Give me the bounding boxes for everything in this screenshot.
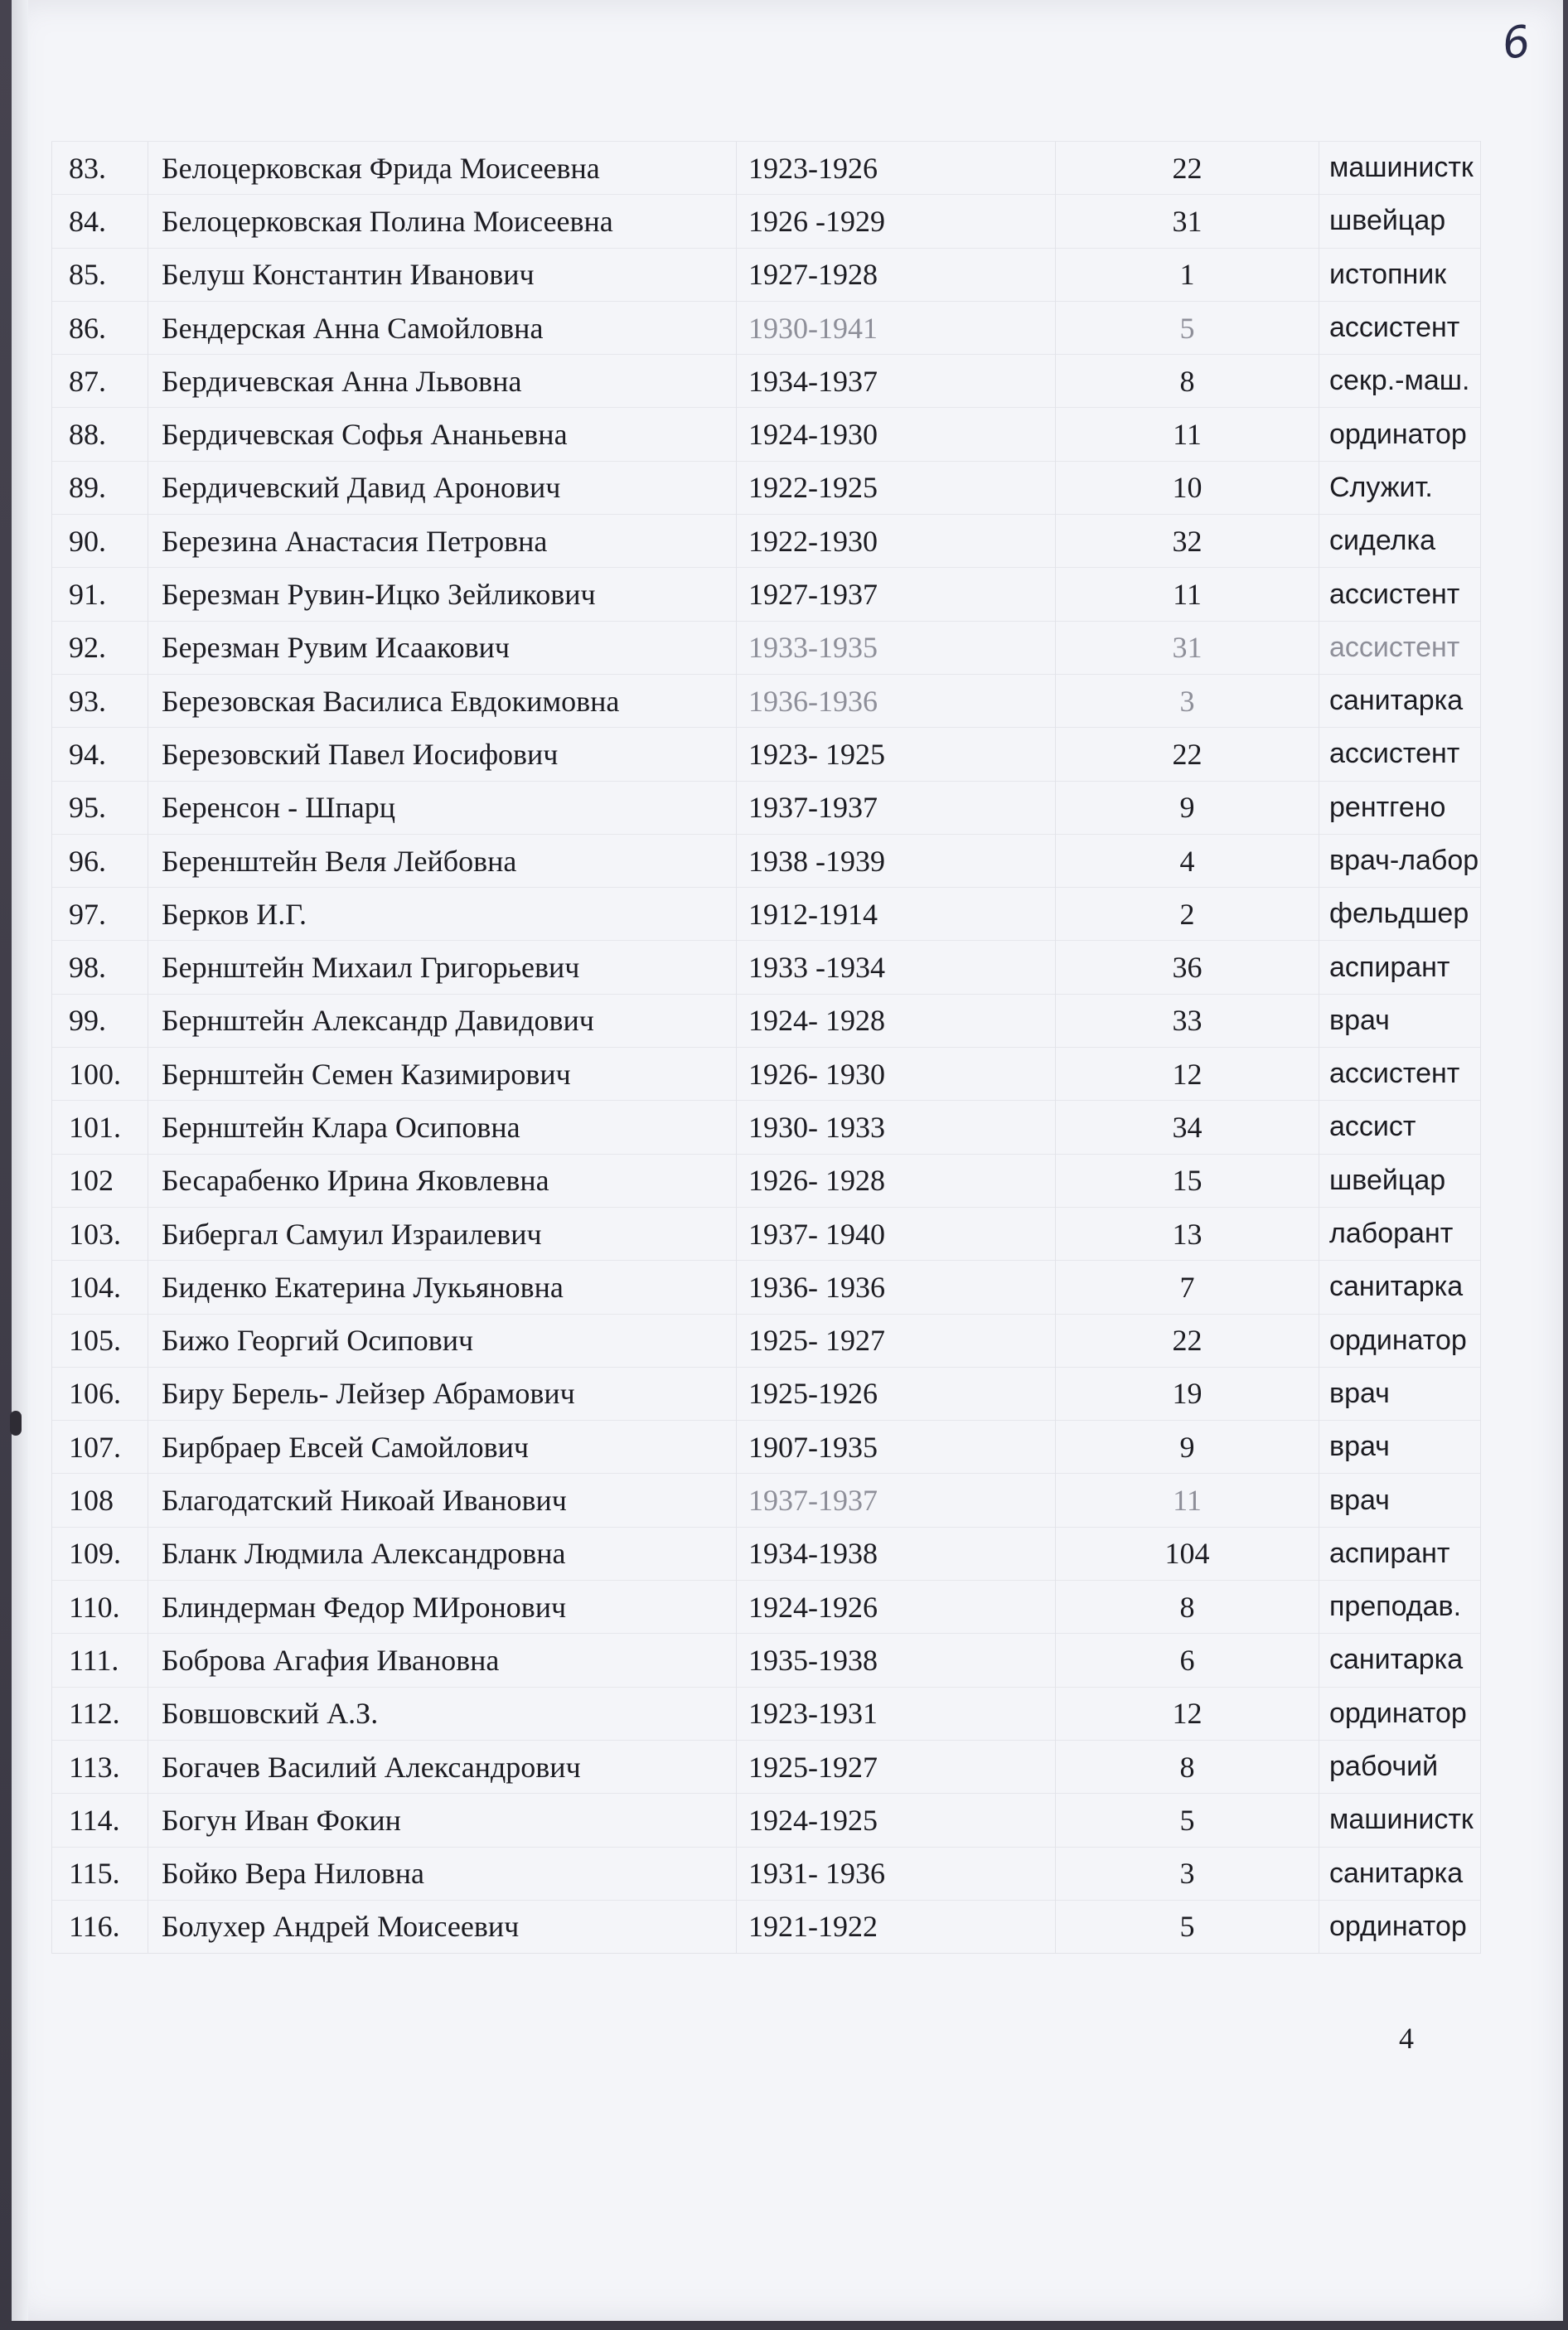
record-count: 8 xyxy=(1056,355,1319,408)
row-number: 97. xyxy=(52,888,148,941)
record-count: 22 xyxy=(1056,142,1319,195)
table-row xyxy=(52,1581,1481,1634)
years-of-service: 1933-1935 xyxy=(737,621,1056,674)
person-name: Белуш Константин Иванович xyxy=(148,248,737,301)
record-count: 104 xyxy=(1056,1527,1319,1580)
table-row xyxy=(52,1207,1481,1260)
record-count: 31 xyxy=(1056,195,1319,248)
row-number: 110. xyxy=(52,1581,148,1634)
row-number: 116. xyxy=(52,1900,148,1953)
table-row xyxy=(52,248,1481,301)
position: врач-лабор xyxy=(1319,834,1481,887)
row-number: 113. xyxy=(52,1740,148,1793)
position: ординатор xyxy=(1319,1900,1481,1953)
table-row xyxy=(52,195,1481,248)
person-name: Белоцерковская Полина Моисеевна xyxy=(148,195,737,248)
record-count: 34 xyxy=(1056,1101,1319,1154)
years-of-service: 1937-1937 xyxy=(737,1474,1056,1527)
row-number: 84. xyxy=(52,195,148,248)
handwritten-folio-number: 6 xyxy=(1498,16,1534,70)
position: машинистк xyxy=(1319,1794,1481,1847)
years-of-service: 1912-1914 xyxy=(737,888,1056,941)
record-count: 31 xyxy=(1056,621,1319,674)
row-number: 100. xyxy=(52,1048,148,1101)
person-name: Березман Рувим Исаакович xyxy=(148,621,737,674)
years-of-service: 1927-1937 xyxy=(737,568,1056,621)
row-number: 104. xyxy=(52,1261,148,1314)
person-name: Бернштейн Семен Казимирович xyxy=(148,1048,737,1101)
person-name: Березина Анастасия Петровна xyxy=(148,515,737,568)
years-of-service: 1923-1931 xyxy=(737,1687,1056,1740)
person-name: Бердичевский Давид Аронович xyxy=(148,461,737,514)
row-number: 88. xyxy=(52,408,148,461)
position: швейцар xyxy=(1319,195,1481,248)
row-number: 92. xyxy=(52,621,148,674)
position: аспирант xyxy=(1319,1527,1481,1580)
row-number: 91. xyxy=(52,568,148,621)
person-name: Бернштейн Александр Давидович xyxy=(148,994,737,1047)
record-count: 10 xyxy=(1056,461,1319,514)
position: ординатор xyxy=(1319,408,1481,461)
ledger-rows xyxy=(52,142,1481,1954)
row-number: 102 xyxy=(52,1154,148,1207)
years-of-service: 1923-1926 xyxy=(737,142,1056,195)
record-count: 33 xyxy=(1056,994,1319,1047)
row-number: 99. xyxy=(52,994,148,1047)
years-of-service: 1925-1926 xyxy=(737,1367,1056,1420)
row-number: 96. xyxy=(52,834,148,887)
years-of-service: 1925- 1927 xyxy=(737,1314,1056,1367)
years-of-service: 1924-1930 xyxy=(737,408,1056,461)
position: рентгено xyxy=(1319,781,1481,834)
person-name: Бердичевская Софья Ананьевна xyxy=(148,408,737,461)
row-number: 93. xyxy=(52,674,148,727)
position: врач xyxy=(1319,1367,1481,1420)
person-name: Биру Берель- Лейзер Абрамович xyxy=(148,1367,737,1420)
person-name: Боброва Агафия Ивановна xyxy=(148,1634,737,1687)
record-count: 7 xyxy=(1056,1261,1319,1314)
record-count: 19 xyxy=(1056,1367,1319,1420)
person-name: Бирбраер Евсей Самойлович xyxy=(148,1421,737,1474)
years-of-service: 1926- 1930 xyxy=(737,1048,1056,1101)
table-row xyxy=(52,568,1481,621)
record-count: 22 xyxy=(1056,1314,1319,1367)
table-row xyxy=(52,142,1481,195)
record-count: 36 xyxy=(1056,941,1319,994)
table-row xyxy=(52,728,1481,781)
record-count: 6 xyxy=(1056,1634,1319,1687)
years-of-service: 1924-1926 xyxy=(737,1581,1056,1634)
row-number: 95. xyxy=(52,781,148,834)
position: врач xyxy=(1319,994,1481,1047)
table-row xyxy=(52,515,1481,568)
person-name: Богачев Василий Александрович xyxy=(148,1740,737,1793)
record-count: 3 xyxy=(1056,1847,1319,1900)
table-row xyxy=(52,1527,1481,1580)
years-of-service: 1938 -1939 xyxy=(737,834,1056,887)
position: преподав. xyxy=(1319,1581,1481,1634)
table-row xyxy=(52,1474,1481,1527)
table-row xyxy=(52,1314,1481,1367)
table-row xyxy=(52,301,1481,354)
row-number: 105. xyxy=(52,1314,148,1367)
record-count: 13 xyxy=(1056,1207,1319,1260)
position: швейцар xyxy=(1319,1154,1481,1207)
record-count: 5 xyxy=(1056,301,1319,354)
position: ассистент xyxy=(1319,728,1481,781)
position: ординатор xyxy=(1319,1314,1481,1367)
table-row xyxy=(52,834,1481,887)
table-row xyxy=(52,1847,1481,1900)
table-row xyxy=(52,674,1481,727)
record-count: 4 xyxy=(1056,834,1319,887)
years-of-service: 1930-1941 xyxy=(737,301,1056,354)
position: санитарка xyxy=(1319,1261,1481,1314)
record-count: 5 xyxy=(1056,1900,1319,1953)
row-number: 89. xyxy=(52,461,148,514)
years-of-service: 1933 -1934 xyxy=(737,941,1056,994)
years-of-service: 1923- 1925 xyxy=(737,728,1056,781)
person-name: Бердичевская Анна Львовна xyxy=(148,355,737,408)
position: истопник xyxy=(1319,248,1481,301)
row-number: 90. xyxy=(52,515,148,568)
years-of-service: 1907-1935 xyxy=(737,1421,1056,1474)
record-count: 9 xyxy=(1056,1421,1319,1474)
person-name: Болухер Андрей Моисеевич xyxy=(148,1900,737,1953)
table-row xyxy=(52,888,1481,941)
table-row xyxy=(52,355,1481,408)
table-row xyxy=(52,1261,1481,1314)
row-number: 86. xyxy=(52,301,148,354)
position: Служит. xyxy=(1319,461,1481,514)
record-count: 8 xyxy=(1056,1740,1319,1793)
position: фельдшер xyxy=(1319,888,1481,941)
years-of-service: 1936- 1936 xyxy=(737,1261,1056,1314)
row-number: 115. xyxy=(52,1847,148,1900)
record-count: 11 xyxy=(1056,1474,1319,1527)
position: ассист xyxy=(1319,1101,1481,1154)
years-of-service: 1922-1925 xyxy=(737,461,1056,514)
record-count: 9 xyxy=(1056,781,1319,834)
table-row xyxy=(52,408,1481,461)
position: сиделка xyxy=(1319,515,1481,568)
binder-hole xyxy=(10,1411,22,1436)
person-name: Березман Рувин-Ицко Зейликович xyxy=(148,568,737,621)
table-row xyxy=(52,621,1481,674)
person-name: Благодатский Никоай Иванович xyxy=(148,1474,737,1527)
position: машинистк xyxy=(1319,142,1481,195)
person-name: Бибергал Самуил Израилевич xyxy=(148,1207,737,1260)
years-of-service: 1936-1936 xyxy=(737,674,1056,727)
years-of-service: 1922-1930 xyxy=(737,515,1056,568)
person-name: Биденко Екатерина Лукьяновна xyxy=(148,1261,737,1314)
person-name: Бланк Людмила Александровна xyxy=(148,1527,737,1580)
page-number: 4 xyxy=(1399,2022,1414,2055)
position: ординатор xyxy=(1319,1687,1481,1740)
years-of-service: 1937-1937 xyxy=(737,781,1056,834)
record-count: 12 xyxy=(1056,1687,1319,1740)
table-row xyxy=(52,1634,1481,1687)
years-of-service: 1925-1927 xyxy=(737,1740,1056,1793)
row-number: 83. xyxy=(52,142,148,195)
years-of-service: 1930- 1933 xyxy=(737,1101,1056,1154)
position: ассистент xyxy=(1319,301,1481,354)
row-number: 106. xyxy=(52,1367,148,1420)
person-name: Блиндерман Федор МИронович xyxy=(148,1581,737,1634)
position: аспирант xyxy=(1319,941,1481,994)
row-number: 107. xyxy=(52,1421,148,1474)
position: лаборант xyxy=(1319,1207,1481,1260)
record-count: 32 xyxy=(1056,515,1319,568)
position: ассистент xyxy=(1319,621,1481,674)
years-of-service: 1934-1938 xyxy=(737,1527,1056,1580)
table-row xyxy=(52,941,1481,994)
years-of-service: 1934-1937 xyxy=(737,355,1056,408)
row-number: 108 xyxy=(52,1474,148,1527)
row-number: 111. xyxy=(52,1634,148,1687)
years-of-service: 1935-1938 xyxy=(737,1634,1056,1687)
position: врач xyxy=(1319,1421,1481,1474)
page-edge-shadow xyxy=(12,0,28,2321)
person-name: Беренштейн Веля Лейбовна xyxy=(148,834,737,887)
years-of-service: 1937- 1940 xyxy=(737,1207,1056,1260)
row-number: 101. xyxy=(52,1101,148,1154)
years-of-service: 1924- 1928 xyxy=(737,994,1056,1047)
position: секр.-маш. xyxy=(1319,355,1481,408)
years-of-service: 1921-1922 xyxy=(737,1900,1056,1953)
person-name: Богун Иван Фокин xyxy=(148,1794,737,1847)
person-name: Бовшовский А.З. xyxy=(148,1687,737,1740)
person-name: Беренсон - Шпарц xyxy=(148,781,737,834)
row-number: 109. xyxy=(52,1527,148,1580)
record-count: 2 xyxy=(1056,888,1319,941)
record-count: 1 xyxy=(1056,248,1319,301)
person-name: Бернштейн Клара Осиповна xyxy=(148,1101,737,1154)
table-row xyxy=(52,781,1481,834)
table-row xyxy=(52,1048,1481,1101)
years-of-service: 1931- 1936 xyxy=(737,1847,1056,1900)
record-count: 22 xyxy=(1056,728,1319,781)
record-count: 3 xyxy=(1056,674,1319,727)
person-name: Бендерская Анна Самойловна xyxy=(148,301,737,354)
position: ассистент xyxy=(1319,1048,1481,1101)
position: санитарка xyxy=(1319,1634,1481,1687)
record-count: 11 xyxy=(1056,568,1319,621)
row-number: 112. xyxy=(52,1687,148,1740)
record-count: 11 xyxy=(1056,408,1319,461)
table-row xyxy=(52,1900,1481,1953)
record-count: 15 xyxy=(1056,1154,1319,1207)
table-row xyxy=(52,1687,1481,1740)
person-name: Бойко Вера Ниловна xyxy=(148,1847,737,1900)
position: ассистент xyxy=(1319,568,1481,621)
row-number: 94. xyxy=(52,728,148,781)
record-count: 12 xyxy=(1056,1048,1319,1101)
table-row xyxy=(52,1740,1481,1793)
row-number: 103. xyxy=(52,1207,148,1260)
document-page xyxy=(12,0,1563,2321)
years-of-service: 1926- 1928 xyxy=(737,1154,1056,1207)
table-row xyxy=(52,461,1481,514)
person-name: Берков И.Г. xyxy=(148,888,737,941)
position: врач xyxy=(1319,1474,1481,1527)
position: рабочий xyxy=(1319,1740,1481,1793)
record-count: 5 xyxy=(1056,1794,1319,1847)
position: санитарка xyxy=(1319,1847,1481,1900)
staff-ledger-table xyxy=(51,141,1481,1954)
row-number: 85. xyxy=(52,248,148,301)
person-name: Бесарабенко Ирина Яковлевна xyxy=(148,1154,737,1207)
table-row xyxy=(52,1101,1481,1154)
years-of-service: 1924-1925 xyxy=(737,1794,1056,1847)
years-of-service: 1926 -1929 xyxy=(737,195,1056,248)
table-row xyxy=(52,1794,1481,1847)
person-name: Березовский Павел Иосифович xyxy=(148,728,737,781)
table-row xyxy=(52,1154,1481,1207)
row-number: 114. xyxy=(52,1794,148,1847)
person-name: Бижо Георгий Осипович xyxy=(148,1314,737,1367)
record-count: 8 xyxy=(1056,1581,1319,1634)
table-row xyxy=(52,1367,1481,1420)
position: санитарка xyxy=(1319,674,1481,727)
table-row xyxy=(52,994,1481,1047)
row-number: 98. xyxy=(52,941,148,994)
person-name: Бернштейн Михаил Григорьевич xyxy=(148,941,737,994)
person-name: Белоцерковская Фрида Моисеевна xyxy=(148,142,737,195)
person-name: Березовская Василиса Евдокимовна xyxy=(148,674,737,727)
table-row xyxy=(52,1421,1481,1474)
row-number: 87. xyxy=(52,355,148,408)
years-of-service: 1927-1928 xyxy=(737,248,1056,301)
